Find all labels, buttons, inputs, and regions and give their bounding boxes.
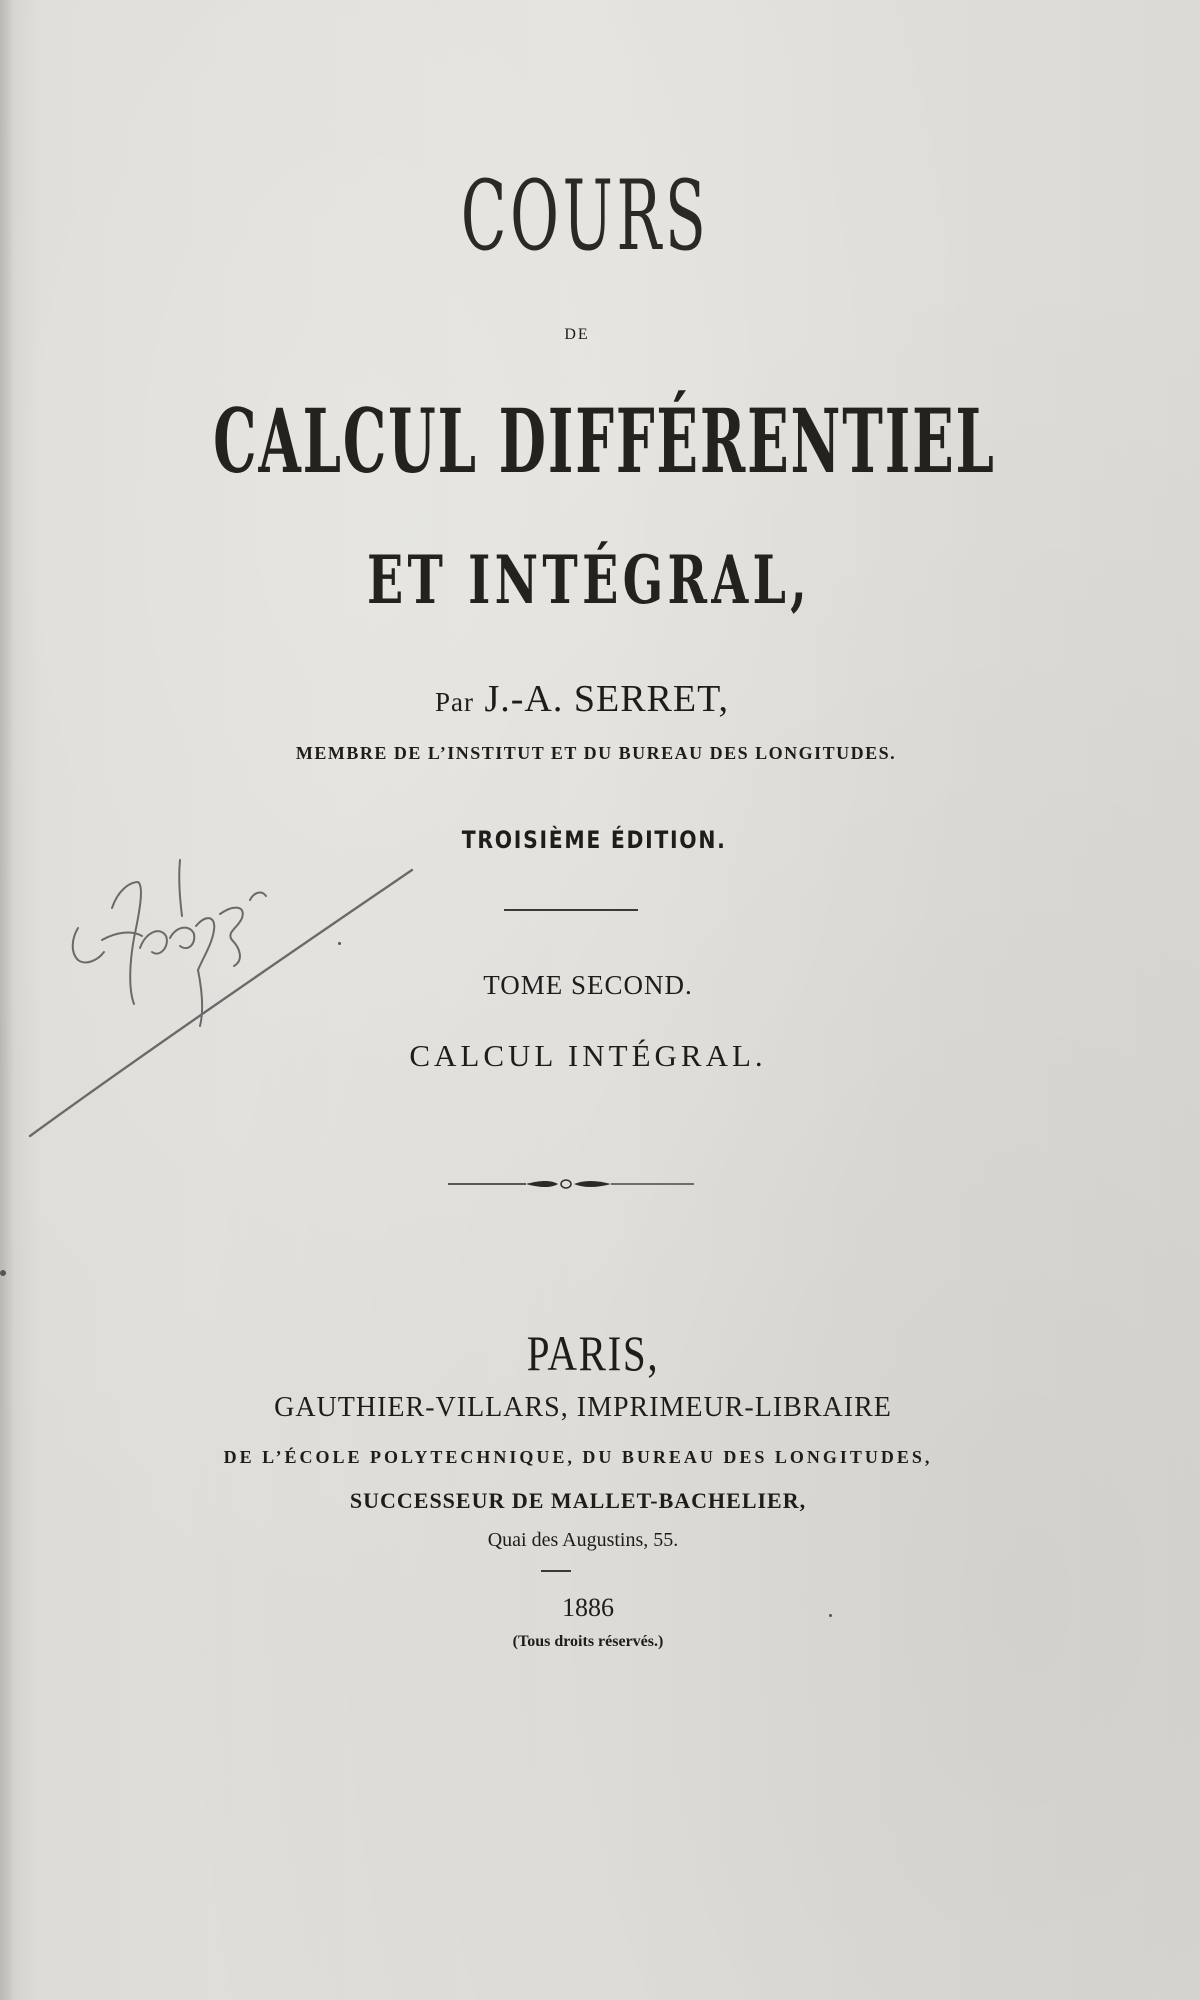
title-main: CALCUL DIFFÉRENTIEL — [213, 389, 996, 493]
publisher: GAUTHIER-VILLARS, IMPRIMEUR-LIBRAIRE — [274, 1392, 892, 1423]
author-affiliation: MEMBRE DE L’INSTITUT ET DU BUREAU DES LONGITUDES. — [295, 743, 897, 763]
paper-speck — [0, 1270, 6, 1276]
ornament-divider-icon — [446, 1172, 696, 1196]
place: PARIS, — [526, 1325, 660, 1381]
author-name: J.-A. SERRET, — [484, 678, 730, 720]
rights-notice: (Tous droits réservés.) — [512, 1633, 664, 1650]
publisher-school: DE L’ÉCOLE POLYTECHNIQUE, DU BUREAU DES LONGITUDES, — [223, 1447, 933, 1467]
title-integral: ET INTÉGRAL, — [367, 541, 812, 619]
divider-rule — [504, 909, 638, 911]
title-cours: COURS — [460, 160, 710, 272]
author-prefix: Par — [434, 687, 474, 717]
paper-speck — [829, 1614, 832, 1617]
publisher-successor: SUCCESSEUR DE MALLET-BACHELIER, — [349, 1488, 807, 1513]
year-rule — [541, 1570, 571, 1572]
edition: TROISIÈME ÉDITION. — [461, 826, 727, 854]
volume: TOME SECOND. — [483, 970, 693, 1000]
title-de: DE — [564, 326, 590, 343]
address: Quai des Augustins, 55. — [487, 1529, 679, 1551]
paper-speck — [338, 942, 341, 945]
handwritten-signature-icon — [20, 820, 440, 1140]
volume-subject: CALCUL INTÉGRAL. — [409, 1038, 767, 1073]
author-line — [0, 680, 1182, 718]
year: 1886 — [562, 1593, 614, 1622]
